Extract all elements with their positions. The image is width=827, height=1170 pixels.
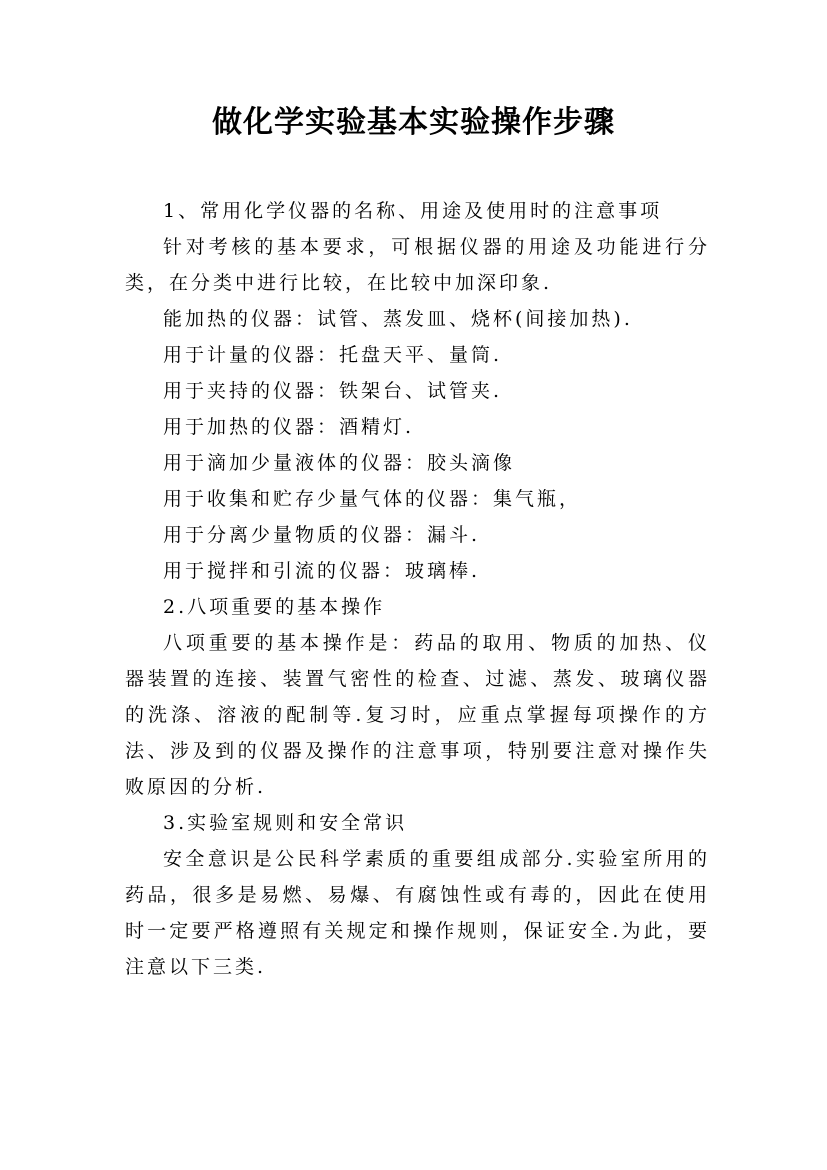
paragraph-section-1-heading: 1、常用化学仪器的名称、用途及使用时的注意事项 (163, 200, 663, 222)
paragraph-section-2-heading: 2.八项重要的基本操作 (163, 596, 386, 618)
paragraph-heating-instruments: 能加热的仪器：试管、蒸发皿、烧杯(间接加热). (163, 308, 633, 330)
paragraph-stirring-instruments: 用于搅拌和引流的仪器：玻璃棒. (163, 560, 481, 582)
paragraph-measuring-instruments: 用于计量的仪器：托盘天平、量筒. (163, 344, 503, 366)
document-title: 做化学实验基本实验操作步骤 (212, 105, 615, 140)
paragraph-safety-awareness: 安全意识是公民科学素质的重要组成部分.实验室所用的药品，很多是易燃、易爆、有腐蚀性或有毒的，因此在使用时一定要严格遵照有关规定和操作规则，保证安全.为此，要注意以下三类. (125, 848, 710, 978)
document-body (125, 193, 710, 985)
paragraph-gas-collection-instruments: 用于收集和贮存少量气体的仪器：集气瓶， (163, 488, 582, 510)
paragraph-basic-operations: 八项重要的基本操作是：药品的取用、物质的加热、仪器装置的连接、装置气密性的检查、过滤、蒸发、玻璃仪器的洗涤、溶液的配制等.复习时，应重点掌握每项操作的方法、涉及到的仪器及操作的注意事项，特别要注意对操作失败原因的分析. (125, 632, 710, 798)
paragraph-dropping-instruments: 用于滴加少量液体的仪器：胶头滴像 (163, 452, 516, 474)
paragraph-separation-instruments: 用于分离少量物质的仪器：漏斗. (163, 524, 481, 546)
paragraph-classification-intro: 针对考核的基本要求，可根据仪器的用途及功能进行分类，在分类中进行比较，在比较中加深印象. (125, 236, 710, 294)
paragraph-heat-source-instruments: 用于加热的仪器：酒精灯. (163, 416, 415, 438)
paragraph-holding-instruments: 用于夹持的仪器：铁架台、试管夹. (163, 380, 503, 402)
paragraph-section-3-heading: 3.实验室规则和安全常识 (163, 812, 408, 834)
